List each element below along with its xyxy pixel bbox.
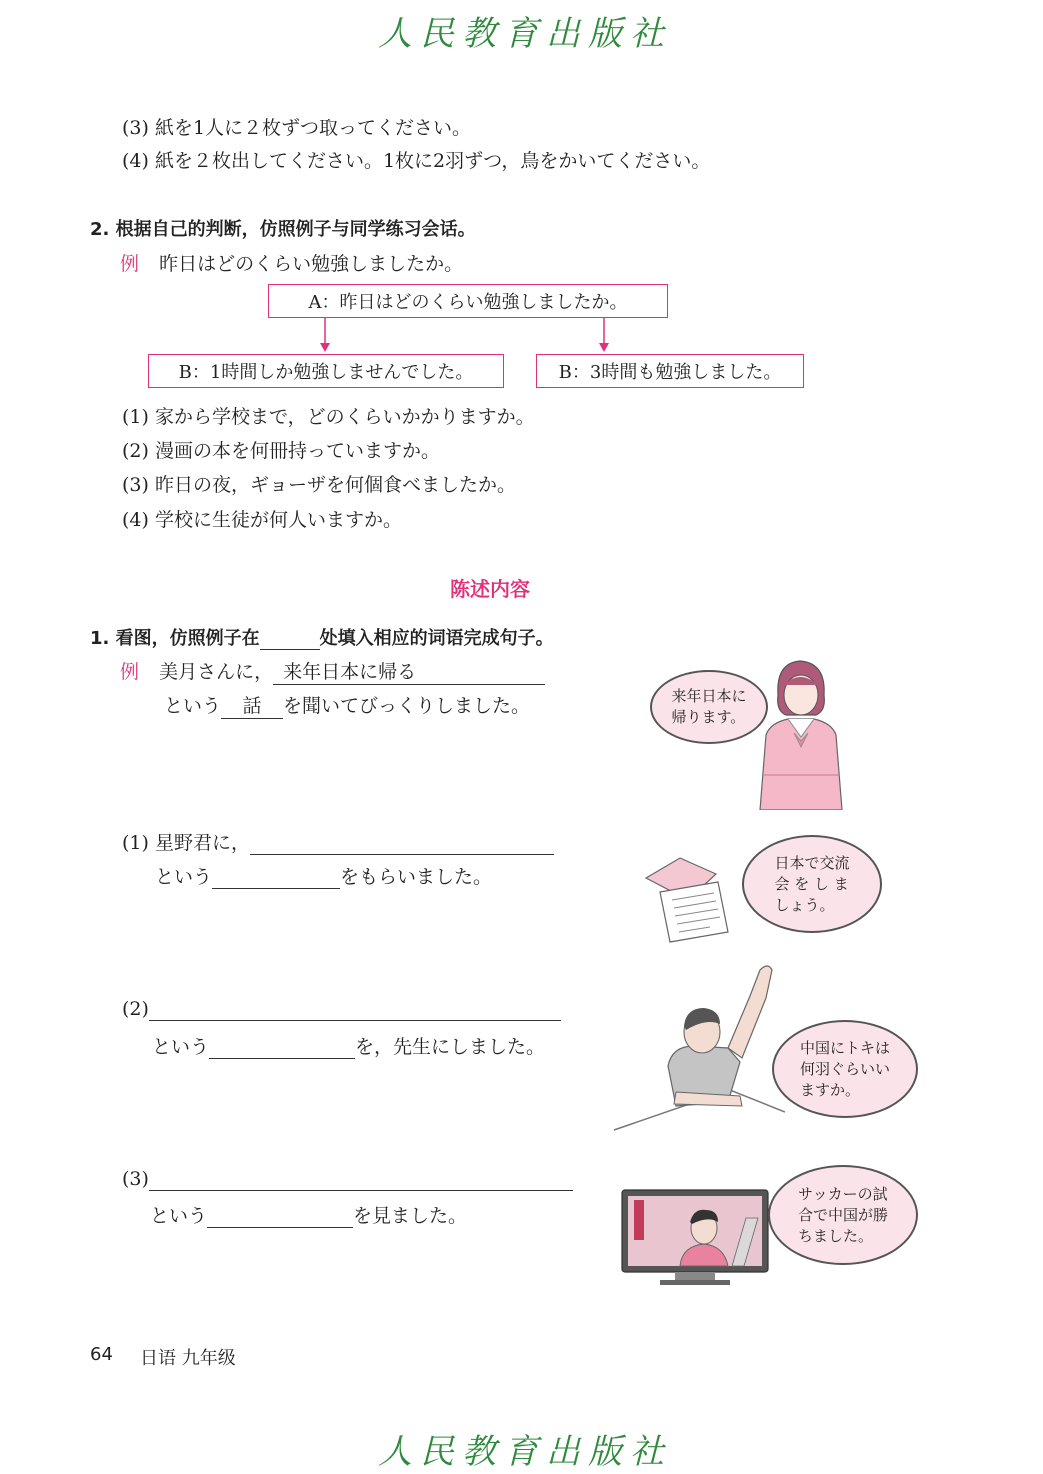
item-number: (2): [122, 440, 149, 462]
answer-blank[interactable]: [149, 1168, 573, 1191]
question-pre: という: [155, 866, 213, 888]
item-text: 家から学校まで，どのくらいかかりますか。: [154, 406, 535, 428]
title-pre: 1. 看图，仿照例子在: [90, 628, 260, 649]
question-pre: という: [150, 1205, 208, 1227]
exercise-2-item-2: [122, 436, 440, 463]
question-1-line-2: [155, 862, 492, 889]
answer-blank[interactable]: [209, 1036, 355, 1059]
example-mark: 例: [120, 253, 140, 275]
question-post: をもらいました。: [340, 866, 493, 888]
top-item-3: [122, 113, 471, 140]
dialog-box-b2: B：3時間も勉強しました。: [536, 354, 804, 388]
answer-blank[interactable]: [207, 1205, 353, 1228]
example-fill: 来年日本に帰る: [273, 657, 545, 685]
exercise-1-title: [90, 624, 554, 650]
publisher-logo-bottom: 人民教育出版社: [378, 1432, 672, 1472]
item-number: (4): [122, 509, 149, 531]
question-pre: という: [152, 1036, 210, 1058]
question-1-line-1: [122, 828, 554, 855]
title-post: 处填入相应的词语完成句子。: [319, 628, 554, 649]
item-number: (1): [122, 832, 149, 854]
exercise-2-title: 2. 根据自己的判断，仿照例子与同学练习会话。: [90, 219, 476, 240]
question-post: を，先生にしました。: [355, 1036, 546, 1058]
girl-illustration: [750, 655, 850, 810]
answer-blank[interactable]: [250, 832, 554, 855]
item-number: (3): [122, 474, 149, 496]
dialog-box-b1: B：1時間しか勉強しませんでした。: [148, 354, 504, 388]
exercise-2-example: [120, 249, 463, 276]
speech-bubble-3: 中国にトキは 何羽ぐらいい ますか。: [772, 1020, 918, 1118]
item-number: (1): [122, 406, 149, 428]
item-text: 紙を1人に２枚ずつ取ってください。: [154, 117, 472, 139]
answer-blank[interactable]: [212, 866, 340, 889]
example-fill: 話: [221, 691, 283, 719]
top-item-4: [122, 146, 710, 173]
letter-envelope-illustration: [640, 852, 740, 944]
example-post: を聞いてびっくりしました。: [283, 695, 531, 717]
tv-broadcast-illustration: [620, 1188, 770, 1288]
item-number: (4): [122, 150, 149, 172]
question-3-line-1: [122, 1168, 573, 1191]
example-pre: 美月さんに，: [159, 661, 274, 683]
book-title: 日语 九年级: [140, 1348, 236, 1369]
item-text: 昨日の夜，ギョーザを何個食べましたか。: [154, 474, 516, 496]
item-text: 漫画の本を何冊持っていますか。: [154, 440, 440, 462]
item-number: (2): [122, 998, 149, 1020]
question-post: を見ました。: [353, 1205, 468, 1227]
question-2-line-2: [152, 1032, 545, 1059]
item-text: 学校に生徒が何人いますか。: [154, 509, 402, 531]
dialog-box-a: A：昨日はどのくらい勉強しましたか。: [268, 284, 668, 318]
speech-bubble-1: 来年日本に 帰ります。: [650, 670, 768, 744]
title-blank: [260, 628, 320, 650]
item-number: (3): [122, 1168, 149, 1190]
item-text: 紙を２枚出してください。1枚に2羽ずつ，鳥をかいてください。: [154, 150, 711, 172]
question-2-line-1: [122, 998, 561, 1021]
example-text: 昨日はどのくらい勉強しましたか。: [159, 253, 464, 275]
item-number: (3): [122, 117, 149, 139]
example-mark: 例: [120, 661, 140, 683]
speech-bubble-4: サッカーの試 合で中国が勝 ちました。: [768, 1165, 918, 1265]
exercise-1-example-line-1: [120, 657, 545, 685]
exercise-2-item-4: [122, 505, 402, 532]
example-pre: という: [164, 695, 222, 717]
arrow-down-icon: [599, 318, 609, 352]
page-number: 64: [90, 1344, 113, 1365]
section-title: 陈述内容: [450, 577, 530, 601]
question-pre: 星野君に，: [154, 832, 250, 854]
publisher-logo-top: 人民教育出版社: [378, 14, 672, 54]
exercise-2-item-3: [122, 470, 516, 497]
question-3-line-2: [150, 1201, 467, 1228]
speech-bubble-2: 日本で交流 会 を し ま しょう。: [742, 835, 882, 933]
arrow-down-icon: [320, 318, 330, 352]
answer-blank[interactable]: [149, 998, 561, 1021]
exercise-1-example-line-2: [164, 691, 530, 719]
boy-raising-hand-illustration: [610, 962, 785, 1134]
exercise-2-item-1: [122, 402, 535, 429]
